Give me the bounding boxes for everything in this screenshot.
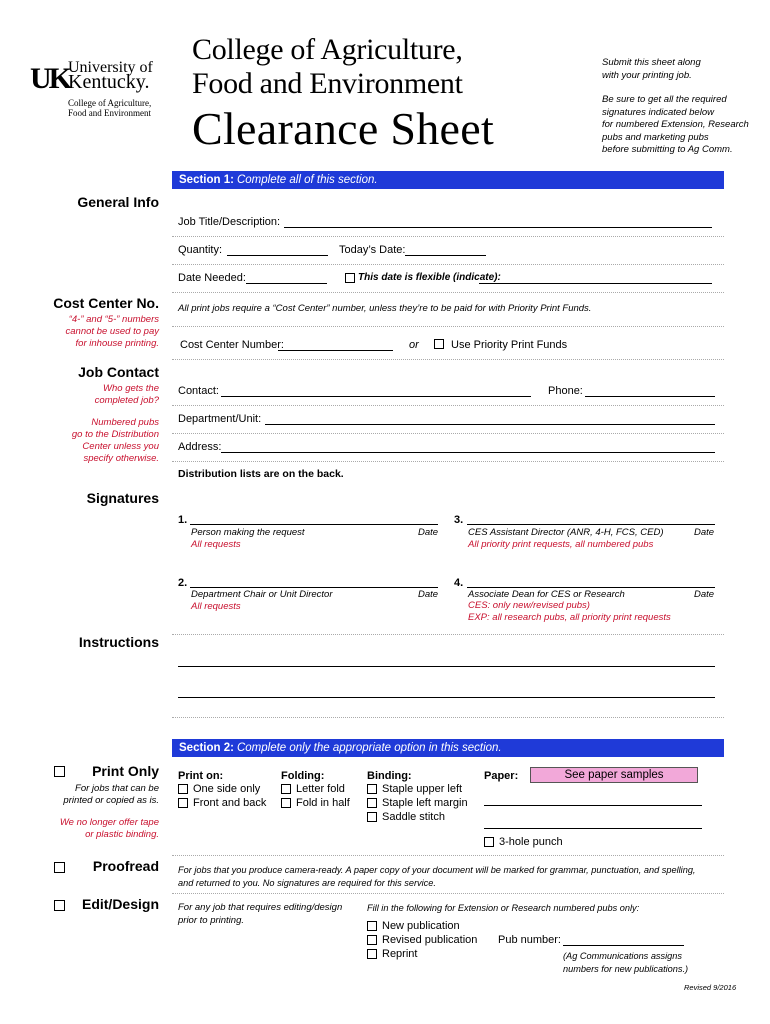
- cost-center-number-label: Cost Center Number:: [180, 339, 284, 351]
- department-label: Department/Unit:: [178, 413, 262, 425]
- one-side-checkbox[interactable]: [178, 784, 188, 794]
- signature-3-line[interactable]: [467, 512, 715, 525]
- reprint-checkbox[interactable]: [367, 949, 377, 959]
- cost-center-number-field[interactable]: [278, 338, 393, 351]
- signature-4-role: Associate Dean for CES or Research: [468, 589, 625, 600]
- job-title-field[interactable]: [284, 215, 712, 228]
- reprint-label: Reprint: [382, 948, 418, 960]
- edit-design-checkbox[interactable]: [54, 900, 65, 911]
- flexible-date-field[interactable]: [479, 271, 712, 284]
- front-back-label: Front and back: [193, 797, 267, 809]
- address-field[interactable]: [221, 440, 715, 453]
- form-title-college: College of Agriculture, Food and Environment: [192, 33, 463, 100]
- date-needed-label: Date Needed:: [178, 272, 246, 284]
- paper-label: Paper:: [484, 770, 519, 782]
- saddle-stitch-checkbox[interactable]: [367, 812, 377, 822]
- staple-margin-checkbox[interactable]: [367, 798, 377, 808]
- signature-2-date: Date: [418, 589, 439, 600]
- front-back-checkbox[interactable]: [178, 798, 188, 808]
- contact-label: Contact:: [178, 385, 219, 397]
- divider: [172, 264, 724, 265]
- cost-center-requirement: All print jobs require a “Cost Center” number, unless they’re to be paid for with Priority Print Funds.: [178, 303, 592, 314]
- one-side-label: One side only: [193, 783, 261, 795]
- divider: [172, 359, 724, 360]
- signature-1-line[interactable]: [190, 512, 438, 525]
- saddle-stitch-label: Saddle stitch: [382, 811, 445, 823]
- priority-funds-label: Use Priority Print Funds: [451, 339, 568, 351]
- signature-4-note: CES: only new/revised pubs): [468, 600, 590, 611]
- job-contact-heading: Job Contact: [78, 364, 159, 380]
- distribution-note: Distribution lists are on the back.: [178, 468, 344, 480]
- divider: [172, 433, 724, 434]
- signature-4-note-2: EXP: all research pubs, all priority print requests: [468, 612, 671, 623]
- proofread-description: For jobs that you produce camera-ready. A paper copy of your document will be marked for grammar, punctuation, and spelling, and returned to you. No signatures are required for this service.: [178, 865, 696, 888]
- new-publication-checkbox[interactable]: [367, 921, 377, 931]
- department-field[interactable]: [265, 412, 715, 425]
- staple-margin-label: Staple left margin: [382, 797, 468, 809]
- signatures-heading: Signatures: [86, 490, 159, 506]
- section2-header: Section 2: Complete only the appropriate option in this section.: [172, 739, 724, 757]
- submission-note: Submit this sheet along with your printing job. Be sure to get all the required signatures indicated below for numbered Extension, Research pubs and marketing pubs before submitting to Ag Comm.: [602, 57, 749, 155]
- signature-3-date: Date: [694, 527, 715, 538]
- uk-logo: [30, 60, 175, 120]
- pub-number-note: (Ag Communications assigns numbers for new publications.): [563, 951, 689, 974]
- cost-center-note: “4-” and “5-” numbers cannot be used to pay for inhouse printing.: [65, 314, 159, 349]
- revision-date: Revised 9/2016: [684, 983, 737, 992]
- general-info-heading: General Info: [77, 194, 159, 210]
- revised-publication-checkbox[interactable]: [367, 935, 377, 945]
- binding-label: Binding:: [367, 770, 412, 782]
- proofread-checkbox[interactable]: [54, 862, 65, 873]
- section1-header: Section 1: Complete all of this section.: [172, 171, 724, 189]
- folding-label: Folding:: [281, 770, 325, 782]
- cost-center-heading: Cost Center No.: [53, 295, 159, 311]
- signature-3-role: CES Assistant Director (ANR, 4-H, FCS, CED): [468, 527, 664, 538]
- fold-half-checkbox[interactable]: [281, 798, 291, 808]
- letter-fold-label: Letter fold: [296, 783, 345, 795]
- letter-fold-checkbox[interactable]: [281, 784, 291, 794]
- numbered-pubs-note: Fill in the following for Extension or Research numbered pubs only:: [367, 903, 640, 913]
- signature-4-number: 4.: [454, 577, 464, 589]
- todays-date-label: Today’s Date:: [339, 244, 406, 256]
- signature-2-line[interactable]: [190, 575, 438, 588]
- contact-field[interactable]: [221, 384, 531, 397]
- signature-1-role: Person making the request: [191, 527, 305, 538]
- divider: [172, 855, 724, 856]
- binding-notice: We no longer offer tape or plastic binding.: [59, 817, 159, 840]
- pub-number-field[interactable]: [563, 933, 684, 946]
- address-label: Address:: [178, 441, 222, 453]
- quantity-field[interactable]: [227, 243, 328, 256]
- signature-1-number: 1.: [178, 514, 188, 526]
- divider: [172, 634, 724, 635]
- divider: [172, 326, 724, 327]
- edit-design-heading: Edit/Design: [81, 896, 159, 912]
- signature-1-note: All requests: [191, 539, 241, 550]
- print-only-checkbox[interactable]: [54, 766, 65, 777]
- staple-upper-checkbox[interactable]: [367, 784, 377, 794]
- three-hole-checkbox[interactable]: [484, 837, 494, 847]
- paper-field-1[interactable]: [484, 793, 702, 806]
- paper-field-2[interactable]: [484, 816, 702, 829]
- instructions-heading: Instructions: [78, 634, 159, 650]
- job-title-label: Job Title/Description:: [178, 216, 281, 228]
- flexible-date-label: This date is flexible (indicate):: [358, 272, 501, 283]
- flexible-date-checkbox[interactable]: [345, 273, 355, 283]
- print-only-heading: Print Only: [92, 763, 159, 779]
- or-label: or: [409, 339, 419, 351]
- divider: [172, 405, 724, 406]
- proofread-heading: Proofread: [92, 858, 159, 874]
- pub-number-label: Pub number:: [498, 934, 561, 946]
- signature-4-line[interactable]: [467, 575, 715, 588]
- three-hole-label: 3-hole punch: [499, 836, 563, 848]
- signature-3-number: 3.: [454, 514, 464, 526]
- revised-publication-label: Revised publication: [382, 934, 478, 946]
- phone-field[interactable]: [585, 384, 715, 397]
- date-needed-field[interactable]: [246, 271, 327, 284]
- signature-3-note: All priority print requests, all numbered pubs: [468, 539, 654, 550]
- divider: [172, 292, 724, 293]
- uk-logo-college: College of Agriculture, Food and Environment: [68, 98, 152, 118]
- instructions-line-1[interactable]: [178, 654, 715, 667]
- divider: [172, 717, 724, 718]
- job-contact-note: Who gets the completed job? Numbered pubs go to the Distribution Center unless you specify otherwise.: [71, 383, 159, 464]
- divider: [172, 893, 724, 894]
- uk-logo-mark: UK: [30, 62, 69, 95]
- paper-samples-button[interactable]: See paper samples: [530, 767, 698, 783]
- edit-design-description: For any job that requires editing/design prior to printing.: [178, 902, 343, 926]
- instructions-line-2[interactable]: [178, 685, 715, 698]
- priority-funds-checkbox[interactable]: [434, 339, 444, 349]
- fold-half-label: Fold in half: [296, 797, 350, 809]
- signature-4-date: Date: [694, 589, 715, 600]
- signature-2-role: Department Chair or Unit Director: [191, 589, 333, 600]
- uk-logo-name: University of Kentucky.: [68, 59, 153, 93]
- print-only-note: For jobs that can be printed or copied as is.: [63, 783, 159, 806]
- print-on-label: Print on:: [178, 770, 224, 782]
- signature-1-date: Date: [418, 527, 439, 538]
- phone-label: Phone:: [548, 385, 583, 397]
- staple-upper-label: Staple upper left: [382, 783, 463, 795]
- form-title: Clearance Sheet: [192, 103, 495, 154]
- signature-2-number: 2.: [178, 577, 188, 589]
- new-publication-label: New publication: [382, 920, 460, 932]
- divider: [172, 236, 724, 237]
- quantity-label: Quantity:: [178, 244, 223, 256]
- divider: [172, 461, 724, 462]
- todays-date-field[interactable]: [405, 243, 486, 256]
- signature-2-note: All requests: [191, 601, 241, 612]
